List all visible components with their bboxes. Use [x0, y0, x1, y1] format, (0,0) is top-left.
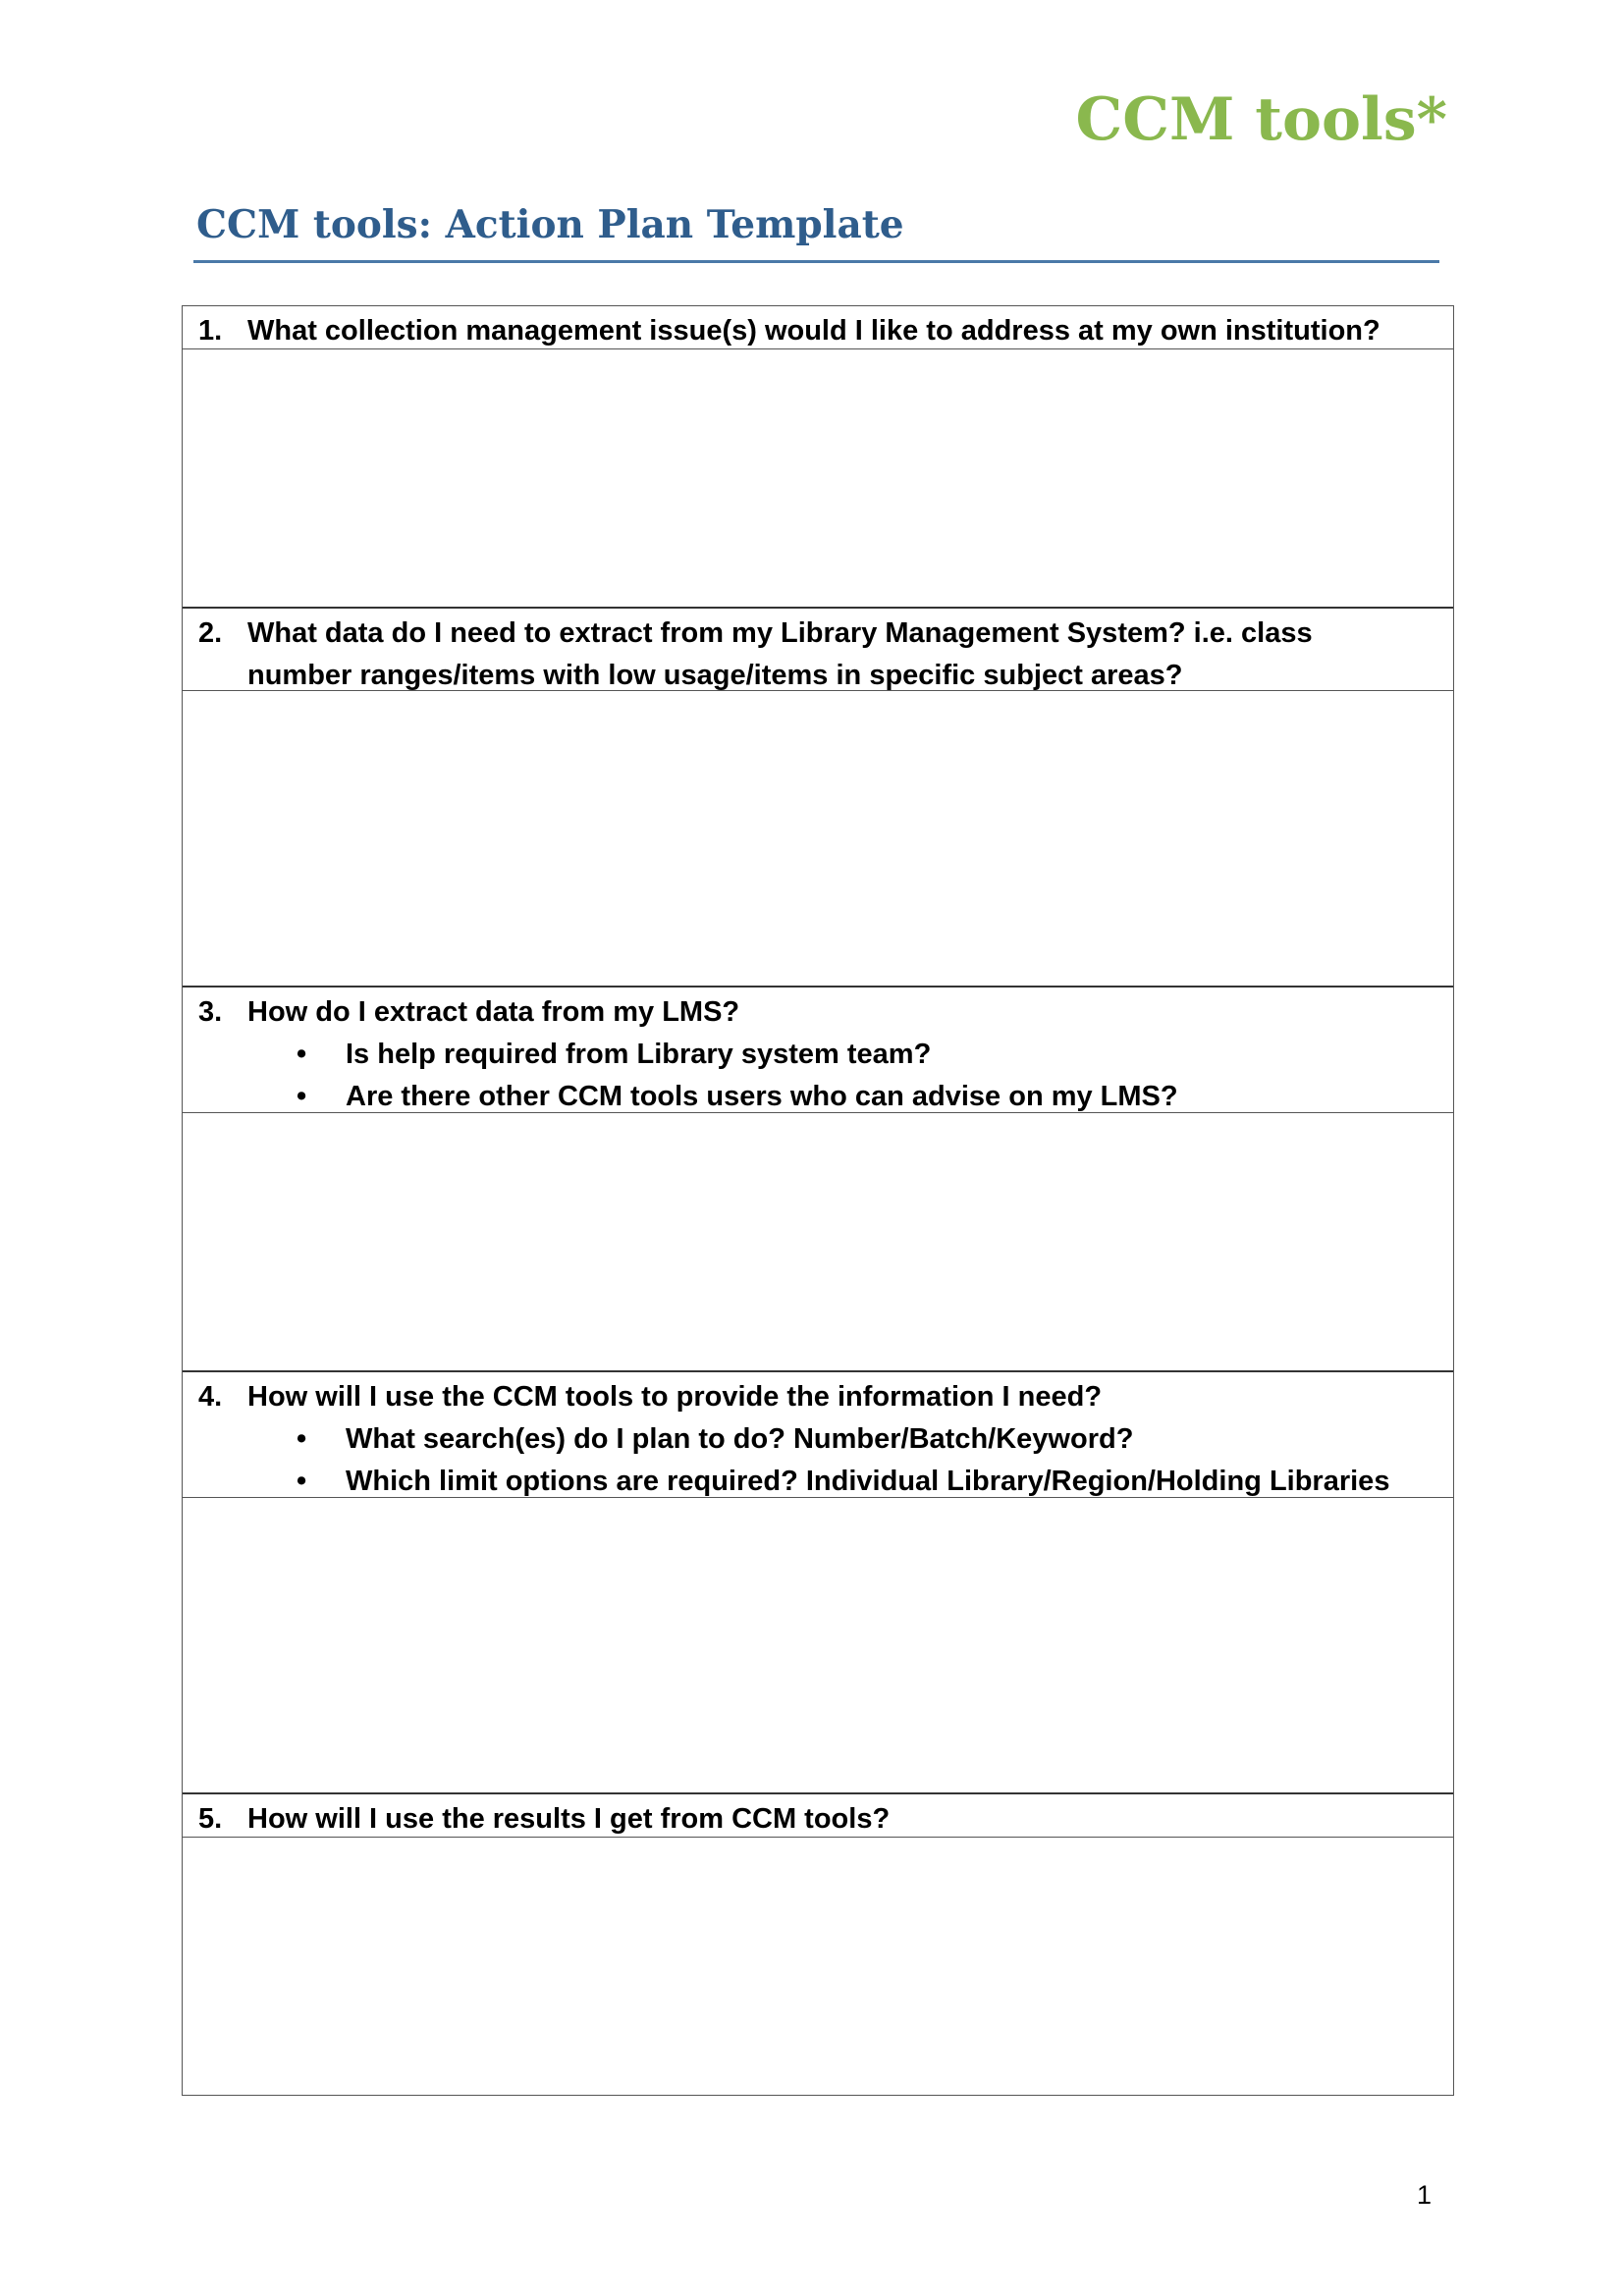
question-number: 2. — [198, 617, 223, 649]
question-number: 1. — [198, 315, 223, 347]
question-1-cell — [183, 306, 1453, 349]
bullet-icon: • — [297, 1466, 307, 1497]
answer-3-field[interactable] — [183, 1113, 1453, 1372]
question-text: How do I extract data from my LMS? — [247, 996, 740, 1028]
answer-4-field[interactable] — [183, 1498, 1453, 1794]
page-number: 1 — [1417, 2180, 1433, 2210]
answer-1-field[interactable] — [183, 349, 1453, 609]
bullet-text: Are there other CCM tools users who can advise on my LMS? — [346, 1081, 1178, 1112]
question-number: 5. — [198, 1803, 223, 1835]
question-4-cell — [183, 1372, 1453, 1498]
question-2-cell — [183, 609, 1453, 691]
question-4-line — [198, 1376, 1439, 1418]
question-5-cell — [183, 1794, 1453, 1838]
bullet-text: Is help required from Library system team? — [346, 1039, 932, 1070]
question-2-line — [198, 613, 1439, 697]
ccm-tools-logo: CCM tools* — [1075, 85, 1447, 154]
question-text: What collection management issue(s) would I like to address at my own institution? — [247, 315, 1380, 347]
bullet-item — [198, 1461, 1439, 1503]
answer-2-field[interactable] — [183, 691, 1453, 988]
question-3-line — [198, 991, 1439, 1034]
question-text: What data do I need to extract from my Library Management System? i.e. class number ranges/items with low usage/items in specific subject areas? — [247, 617, 1313, 691]
bullet-icon: • — [297, 1423, 307, 1455]
question-text: How will I use the results I get from CCM tools? — [247, 1803, 891, 1835]
answer-5-field[interactable] — [183, 1838, 1453, 2095]
title-underline — [193, 260, 1439, 263]
bullet-item — [198, 1418, 1439, 1461]
question-number: 4. — [198, 1381, 223, 1413]
action-plan-table — [182, 305, 1454, 2096]
question-1-line — [198, 310, 1439, 352]
bullet-item — [198, 1076, 1439, 1118]
bullet-icon: • — [297, 1081, 307, 1112]
question-number: 3. — [198, 996, 223, 1028]
page-title: CCM tools: Action Plan Template — [196, 202, 904, 247]
question-5-line — [198, 1798, 1439, 1841]
question-text: How will I use the CCM tools to provide the information I need? — [247, 1381, 1103, 1413]
bullet-text: Which limit options are required? Individual Library/Region/Holding Libraries — [346, 1466, 1390, 1497]
question-3-cell — [183, 988, 1453, 1113]
bullet-text: What search(es) do I plan to do? Number/Batch/Keyword? — [346, 1423, 1134, 1455]
bullet-item — [198, 1034, 1439, 1076]
bullet-icon: • — [297, 1039, 307, 1070]
